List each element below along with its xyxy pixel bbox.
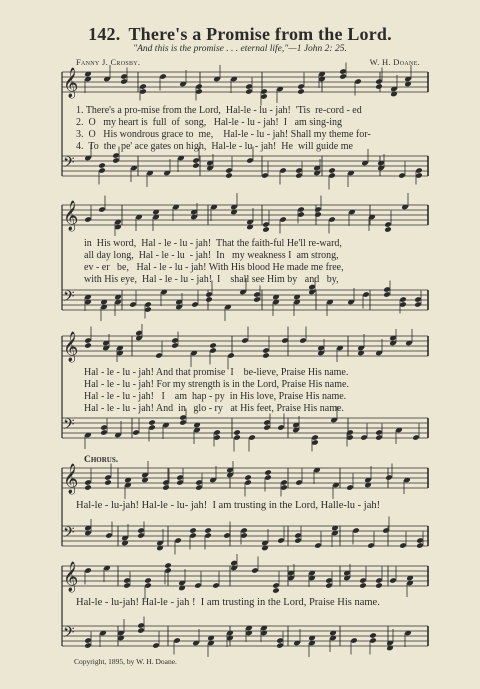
lyric-line: Hal - le - lu - jah! And in glo - ry at His feet, Praise His name. bbox=[84, 403, 344, 414]
note-head bbox=[314, 211, 322, 218]
lyric-line: with His eye, Hal - le - lu - jah! I shall see Him by and by, bbox=[84, 274, 339, 285]
lyric-line: 4. To the pe' ace gates on high, Hal-le - lu - jah! He will guide me bbox=[76, 141, 353, 152]
note-head bbox=[104, 479, 112, 486]
note-head bbox=[189, 527, 197, 534]
note-head bbox=[233, 429, 241, 436]
note-head bbox=[164, 562, 172, 569]
author-credit: Fanny J. Crosby. bbox=[76, 57, 141, 67]
note-head bbox=[375, 582, 383, 589]
note-head bbox=[375, 83, 383, 90]
note-head bbox=[384, 226, 392, 233]
note-head bbox=[225, 172, 233, 179]
lyric-line: in His word, Hal - le - lu - jah! That the faith-ful He'll re-ward, bbox=[84, 238, 342, 249]
lyric-line: 1. There's a pro-mise from the Lord, Hal-le - lu - jah! 'Tis re-cord - ed bbox=[76, 105, 362, 116]
bass-clef: 𝄢 bbox=[63, 154, 75, 175]
hymn-title: There's a Promise from the Lord. bbox=[128, 24, 392, 44]
chorus-lyric-line: Hal-le - lu-jah! Hal-le - lu- jah! I am trusting in the Lord, Halle-lu - jah! bbox=[76, 500, 381, 511]
note-head bbox=[162, 484, 170, 491]
treble-clef: 𝄞 bbox=[63, 68, 79, 98]
hymn-number: 142. bbox=[88, 24, 121, 44]
note-head bbox=[84, 484, 92, 491]
treble-clef: 𝄞 bbox=[63, 201, 79, 231]
lyric-line: Hal - le - lu - jah! And that promise I be-lieve, Praise His name. bbox=[84, 367, 349, 378]
lyric-line: all day long, Hal - le - lu - jah! In my weakness I am strong, bbox=[84, 250, 339, 261]
note-head bbox=[369, 632, 377, 639]
note-head bbox=[359, 582, 367, 589]
chorus-lyric-line: Hal-le - lu-jah! Hal-le - jah ! I am trusting in the Lord, Praise His name. bbox=[76, 597, 380, 608]
note-head bbox=[204, 527, 212, 534]
treble-clef: 𝄞 bbox=[63, 332, 79, 362]
note-head bbox=[262, 352, 270, 359]
lyric-line: ev - er be, Hal - le - lu - jah! With His blood He made me free, bbox=[84, 262, 344, 273]
chorus-label: Chorus. bbox=[84, 455, 119, 465]
note-head bbox=[98, 162, 106, 169]
treble-clef: 𝄞 bbox=[63, 562, 79, 592]
note-head bbox=[144, 577, 152, 584]
bass-clef: 𝄢 bbox=[63, 416, 75, 437]
copyright-notice: Copyright, 1895, by W. H. Doane. bbox=[74, 657, 177, 666]
note-head bbox=[297, 88, 305, 95]
note-head bbox=[264, 469, 272, 476]
scripture-epigraph: "And this is the promise . . . eternal life,"—1 John 2: 25. bbox=[133, 44, 347, 54]
lyric-line: 3. O His wondrous grace to me, Hal-le - lu - jah! Shall my theme for- bbox=[76, 129, 371, 140]
lyric-line: Hal - le - lu - jah! For my strength is in the Lord, Praise His name. bbox=[84, 379, 349, 390]
note-head bbox=[205, 296, 213, 303]
note-head bbox=[84, 342, 92, 349]
bass-clef: 𝄢 bbox=[63, 288, 75, 309]
treble-clef: 𝄞 bbox=[63, 464, 79, 494]
hymn-title-line bbox=[0, 24, 480, 45]
note-head bbox=[244, 474, 252, 481]
note-head bbox=[328, 167, 336, 174]
lyric-line: Hal - le - lu - jah! I am hap - py in His love, Praise His name. bbox=[84, 391, 347, 402]
note-head bbox=[148, 419, 156, 426]
lyric-line: 2. O my heart is full of song, Hal-le - lu - jah! I am sing-ing bbox=[76, 117, 343, 128]
bass-clef: 𝄢 bbox=[63, 524, 75, 545]
note-head bbox=[192, 162, 200, 169]
note-head bbox=[272, 587, 280, 594]
composer-credit: W. H. Doane. bbox=[369, 57, 420, 67]
note-head bbox=[209, 342, 217, 349]
bass-clef: 𝄢 bbox=[63, 624, 75, 645]
note-head bbox=[262, 226, 270, 233]
